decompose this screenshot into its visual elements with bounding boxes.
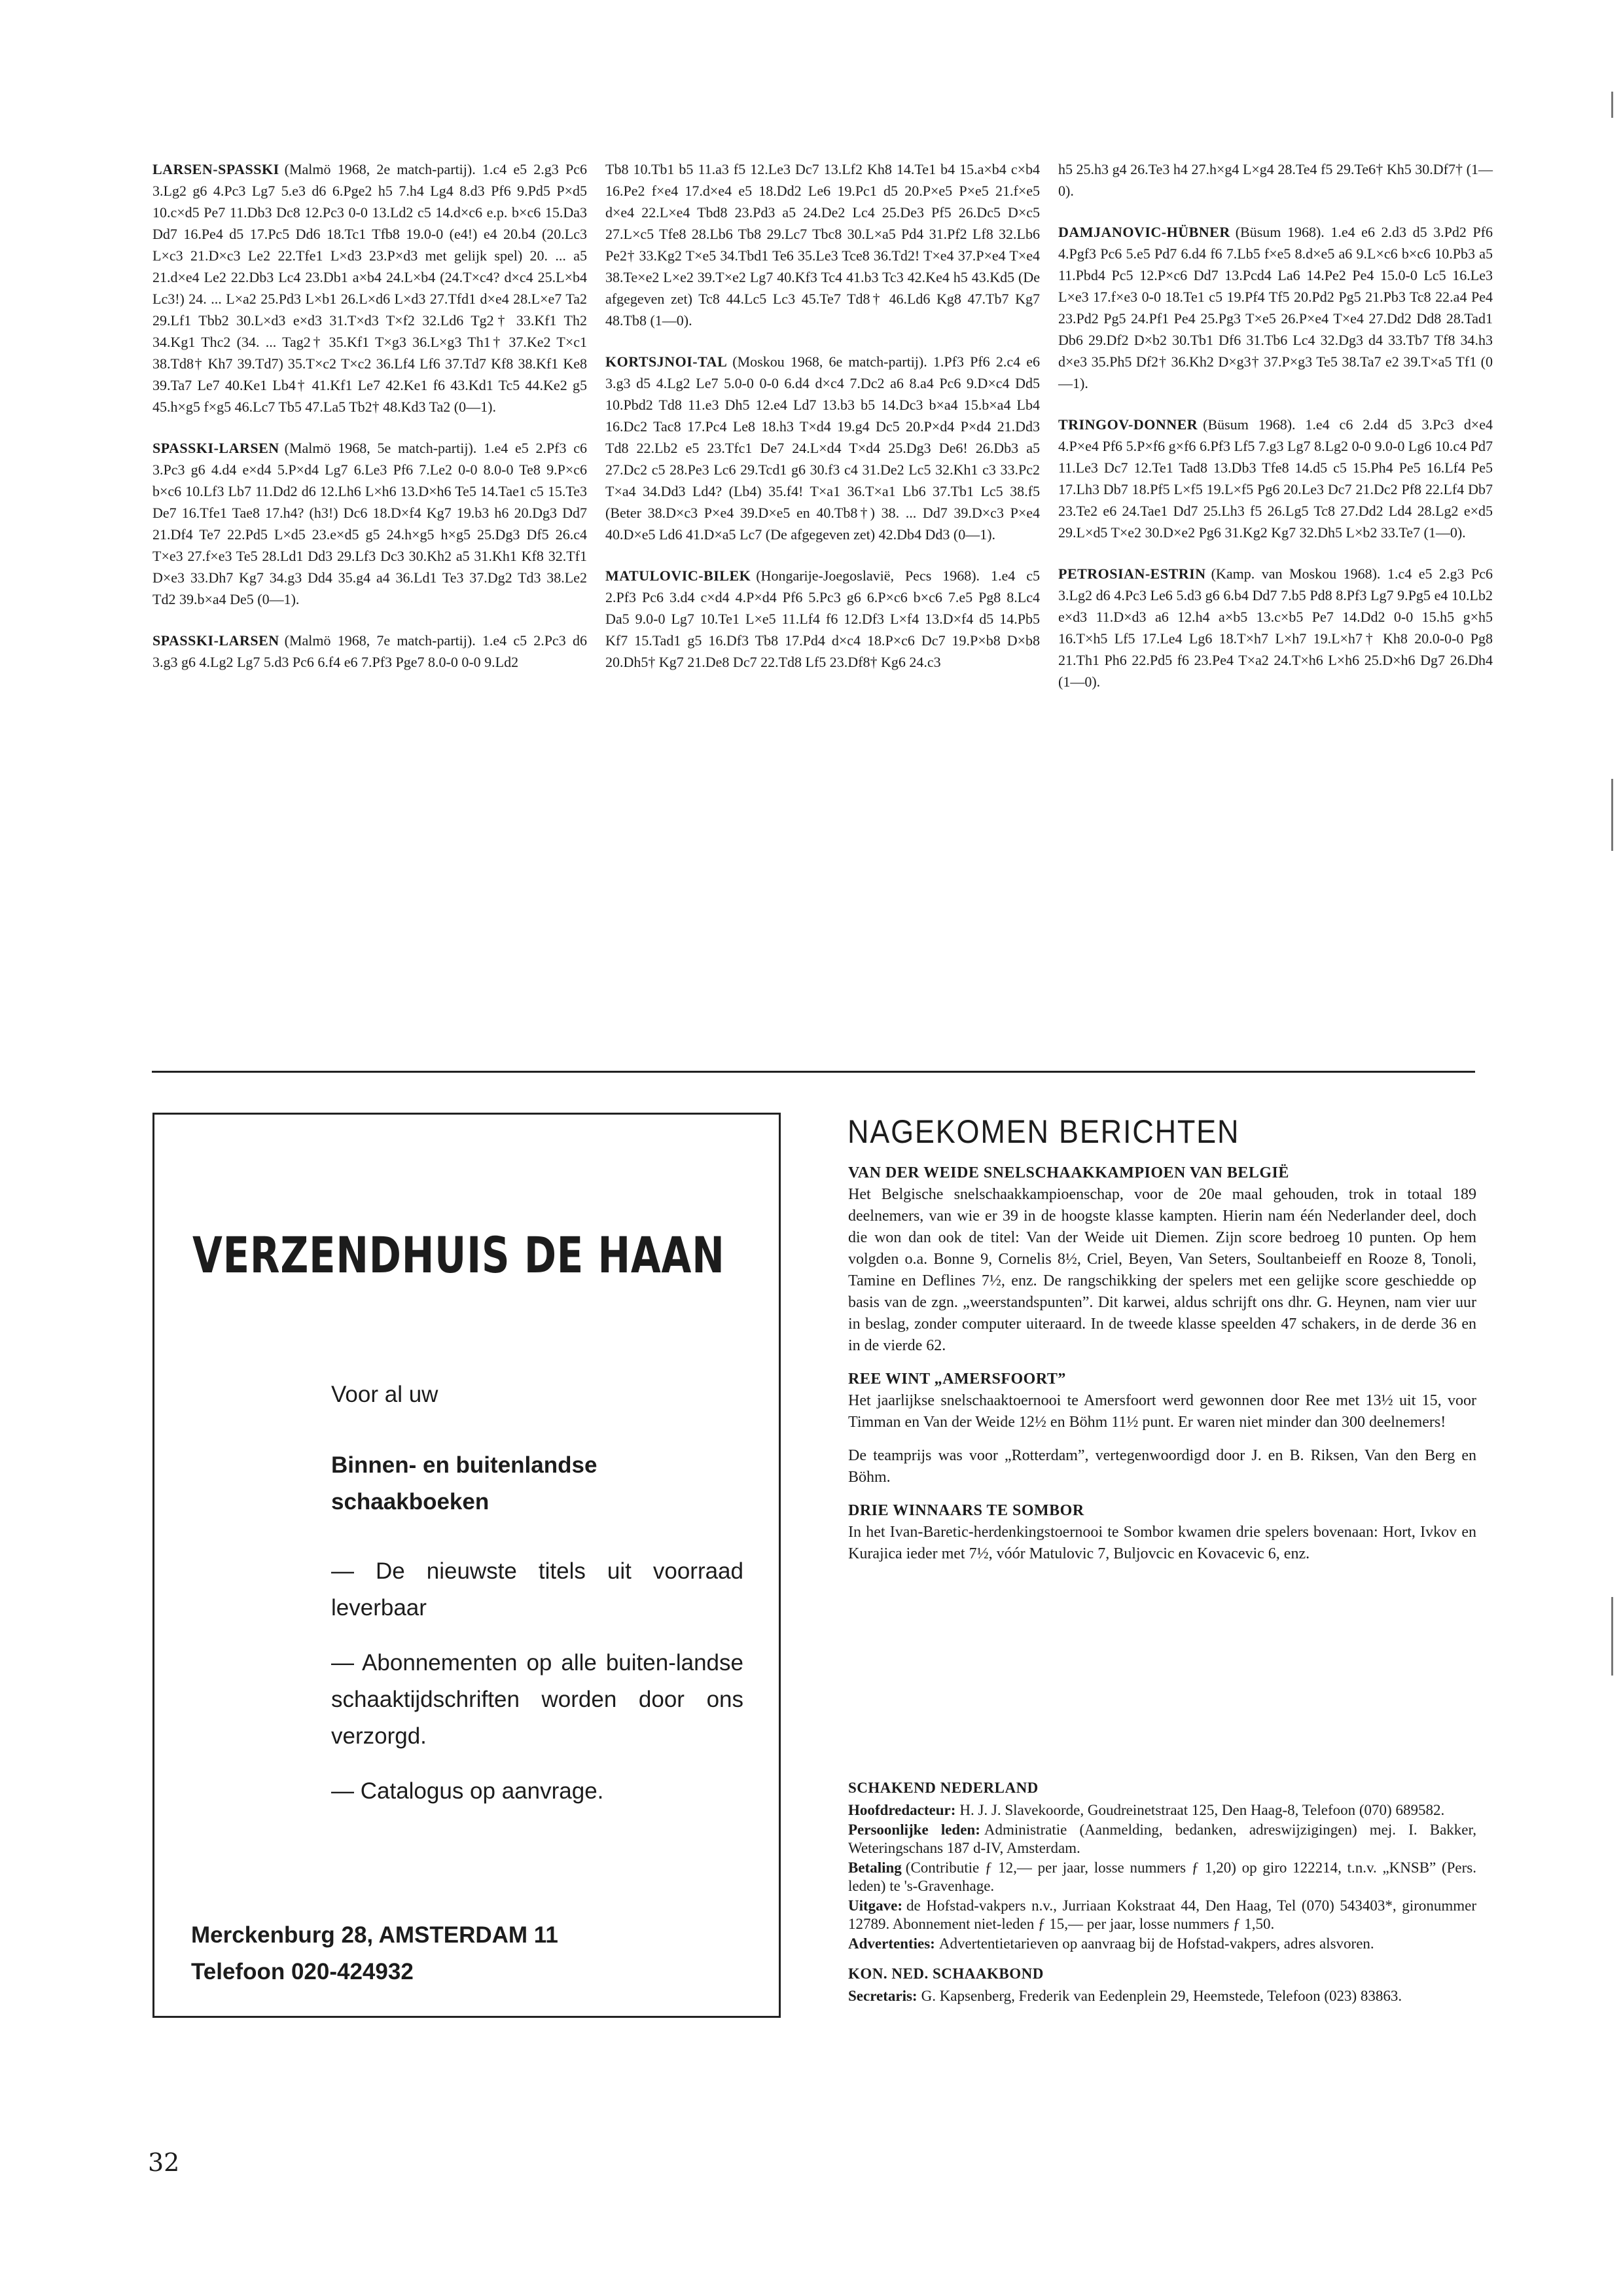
colophon-text: Administratie (Aanmelding, bedanken, adreswijzigingen) mej. I. Bakker, Weteringschans 187 d-IV, Amsterdam. [848, 1821, 1476, 1856]
game-entry [1058, 158, 1493, 202]
news-paragraph: In het Ivan-Baretic-herdenkingstoernooi te Sombor kwamen drie spelers bovenaan: Hort, Ivkov en Kurajica ieder met 7½, vóór Matulovic 7, Buljovcic en Kovacevic 6, enz. [848, 1524, 1476, 1562]
game-heading: MATULOVIC-BILEK [605, 567, 751, 584]
colophon-label: Persoonlijke leden: [848, 1821, 980, 1838]
ad-intro: Voor al uw [331, 1382, 438, 1407]
colophon-spacer [848, 1954, 1476, 1965]
ad-item: — Abonnementen op alle buiten-landse schaaktijdschriften worden door ons verzorgd. [331, 1650, 743, 1749]
game-moves: h5 25.h3 g4 26.Te3 h4 27.h×g4 L×g4 28.Te4 f5 29.Te6† Kh5 30.Df7† (1—0). [1058, 161, 1493, 199]
colophon-line [848, 1801, 1476, 1820]
colophon-label: Uitgave: [848, 1897, 903, 1914]
news-paragraph: Het jaarlijkse snelschaaktoernooi te Amersfoort werd gewonnen door Ree met 13½ uit 15, voor Timman en Van der Weide 12½ en Böhm 11½ punt. Er waren niet minder dan 300 deelnemers! [848, 1392, 1476, 1431]
scan-edge-mark [1611, 92, 1613, 118]
colophon-text: de Hofstad-vakpers n.v., Jurriaan Kokstraat 44, Den Haag, Tel (070) 543403*, gironummer 12789. Abonnement niet-leden ƒ 15,— per jaar, losse nummers ƒ 1,50. [848, 1897, 1476, 1932]
games-column-2 [605, 158, 1040, 692]
ad-body [331, 1376, 743, 1828]
colophon-label: Secretaris: [848, 1988, 918, 2004]
colophon-line [848, 1897, 1476, 1933]
game-moves: (Büsum 1968). 1.e4 c6 2.d4 d5 3.Pc3 d×e4 4.P×e4 Pf6 5.P×f6 g×f6 6.Pf3 Lf5 7.g3 Lg7 8.Lg2 0-0 9.0-0 Lg6 10.c4 Pd7 11.Le3 Dc7 12.Te1 Tad8 13.Db3 Tfe8 14.d5 c5 15.Ph4 Pe5 16.Lf4 Pe5 17.Lh3 Db7 18.Pf5 L×f5 19.L×f5 Pg6 20.Le3 Dc7 21.Dc2 Pf8 22.Lf4 Db7 23.Te2 e6 24.Tae1 Dd7 25.Lh3 f5 26.Lg5 Tc8 27.Dd2 Ld4 28.Lg2 e×d5 29.L×d5 T×e2 30.D×e2 Pg6 31.Kg2 Kg7 32.Dh5 L×b2 33.Te7 (1—0). [1058, 416, 1493, 541]
colophon-title-2: KON. NED. SCHAAKBOND [848, 1965, 1044, 1982]
game-heading: KORTSJNOI-TAL [605, 353, 728, 370]
ad-phone: Telefoon 020-424932 [191, 1959, 414, 1984]
colophon [848, 1779, 1476, 2007]
scan-edge-mark [1611, 1597, 1613, 1676]
colophon-title: SCHAKEND NEDERLAND [848, 1780, 1039, 1796]
ad-item: — De nieuwste titels uit voorraad leverbaar [331, 1558, 743, 1621]
news-heading: REE WINT „AMERSFOORT” [848, 1371, 1066, 1388]
colophon-text: (Contributie ƒ 12,— per jaar, losse nummers ƒ 1,20) op giro 122214, t.n.v. „KNSB” (Pers. leden) te 's-Gravenhage. [848, 1859, 1476, 1894]
game-moves: (Kamp. van Moskou 1968). 1.c4 e5 2.g3 Pc6 3.Lg2 d6 4.Pc3 Le6 5.d3 g6 6.b4 Dd7 7.b5 Pd8 8.Pf3 Lg7 9.Pg5 e4 10.Lb2 e×d3 11.D×d3 a6 12.h4 a×b5 13.c×b5 Pe7 14.Dd2 0-0 15.h5 g×h5 16.T×h5 Lf5 17.Le4 Lg6 18.T×h7 L×h7 19.L×h7† Kh8 20.0-0-0 Pg8 21.Th1 Ph6 22.Pd5 f6 23.Pe4 T×a2 24.T×h6 L×h6 25.D×h6 Dg7 26.Dh4 (1—0). [1058, 565, 1493, 690]
game-moves: (Malmö 1968, 2e match-partij). 1.c4 e5 2.g3 Pc6 3.Lg2 g6 4.Pc3 Lg7 5.e3 d6 6.Pge2 h5 7.h4 Lg4 8.d3 Pf6 9.Pd5 P×d5 10.c×d5 Pe7 11.Db3 Dc8 12.Pc3 0-0 13.Ld2 c5 14.d×c6 e.p. b×c6 15.Da3 Dd7 16.Pe4 d5 17.Pc5 Dd6 18.Tc1 Tfb8 19.0-0 (e4!) e4 20.b4 (20.Lc3 L×c3 21.D×c3 Le2 22.Tfe1 L×d3 23.P×d3 met gelijk spel) 20. ... a5 21.d×e4 Le2 22.Db3 Lc4 23.Db1 a×b4 24.L×b4 (24.T×c4? d×c4 25.L×b4 Lc3!) 24. ... L×a2 25.Pd3 L×b1 26.L×d6 L×d3 27.Tfd1 d×e4 28.L×e7 Ta2 29.Lf1 Tbb2 30.L×d3 e×d3 31.T×d3 T×f2 32.Ld6 Tg2† 33.Kf1 Th2 34.Kg1 Thc2 (34. ... Tag2† 35.Kf1 T×g3 36.L×g3 Th1† 37.Ke2 T×c1 38.Td8† Kh7 39.Td7) 35.T×c2 T×c2 36.Lf4 Lf6 37.Td7 Kf8 38.Kf1 Ke8 39.Ta7 Le7 40.Ke1 Lb4† 41.Kf1 Le7 42.Ke1 f6 43.Kd1 Tc5 44.Ke2 g5 45.h×g5 f×g5 46.Lc7 Tb5 47.La5 Tb2† 48.Kd3 Ta2 (0—1). [152, 161, 587, 415]
game-moves: (Büsum 1968). 1.e4 e6 2.d3 d5 3.Pd2 Pf6 4.Pgf3 Pc6 5.e5 Pd7 6.d4 f6 7.Lb5 f×e5 8.d×e5 a6 9.L×c6 b×c6 10.Pb3 a5 11.Pbd4 Pc5 12.P×c6 Dd7 13.Pcd4 La6 14.Pe2 Pe4 15.0-0 Lc5 16.Le3 L×e3 17.f×e3 0-0 18.Te1 c5 19.Pf4 Tf5 20.Pd2 Pg5 21.Pb3 Tc8 22.a4 Pe4 23.Pd2 Pg5 24.Pf1 Pe4 25.Pg3 T×e5 26.P×e4 T×e4 27.Dd2 Dd8 28.Tad1 Db6 29.Df2 D×b2 30.Tb1 Df6 31.Tb6 Lc4 32.Dg3 d4 33.Tb7 Tf8 34.h3 d×e3 35.Ph5 Df2† 36.Kh2 D×g3† 37.P×g3 Te5 38.Ta7 e2 39.T×a5 Tf1 (0—1). [1058, 224, 1493, 391]
game-entry [152, 437, 587, 610]
scan-edge-mark [1611, 779, 1613, 851]
games-column-1 [152, 158, 587, 692]
section-divider [152, 1071, 1475, 1073]
ad-title: VERZENDHUIS DE HAAN [192, 1226, 725, 1284]
colophon-label: Advertenties: [848, 1935, 935, 1952]
ad-highlight: Binnen- en buitenlandse schaakboeken [331, 1452, 597, 1515]
game-moves: (Malmö 1968, 7e match-partij). 1.e4 c5 2.Pc3 d6 3.g3 g6 4.Lg2 Lg7 5.d3 Pc6 6.f4 e6 7.Pf3 Pge7 8.0-0 0-0 9.Ld2 [152, 632, 587, 670]
game-entry [605, 158, 1040, 331]
colophon-line [848, 1859, 1476, 1895]
game-entry [1058, 414, 1493, 543]
news-heading: DRIE WINNAARS TE SOMBOR [848, 1502, 1084, 1519]
colophon-line [848, 1935, 1476, 1953]
game-entry [605, 565, 1040, 673]
game-heading: SPASSKI-LARSEN [152, 440, 279, 456]
game-heading: SPASSKI-LARSEN [152, 632, 279, 649]
game-heading: TRINGOV-DONNER [1058, 416, 1198, 433]
game-moves: (Malmö 1968, 5e match-partij). 1.e4 e5 2.Pf3 c6 3.Pc3 g6 4.d4 e×d4 5.P×d4 Lg7 6.Le3 Pf6 7.Le2 0-0 8.0-0 Te8 9.P×c6 b×c6 10.Lf3 Lb7 11.Dd2 d6 12.Lh6 L×h6 13.D×h6 Te5 14.Tae1 c5 15.Te3 De7 16.Tfe1 Tae8 17.h4? (h3!) Dc6 18.D×f4 Kg7 19.b3 h6 20.Dg3 Dd7 21.Df4 Te7 22.Pd5 L×d5 23.e×d5 g5 24.h×g5 h×g5 25.Dg3 Df5 26.c4 T×e3 27.f×e3 Te5 28.Ld1 Dd3 29.Lf3 Dc3 30.Kh2 a5 31.Kh1 Kf8 32.Tf1 D×e3 33.Dh7 Kg7 34.g3 Dd4 35.g4 a4 36.Ld1 Te3 37.Dg2 Td3 38.Le2 Td2 39.b×a4 De5 (0—1). [152, 440, 587, 607]
game-moves: (Moskou 1968, 6e match-partij). 1.Pf3 Pf6 2.c4 e6 3.g3 d5 4.Lg2 Le7 5.0-0 0-0 6.d4 d×c4 7.Dc2 a6 8.a4 Pc6 9.D×c4 Dd5 10.Pbd2 Td8 11.e3 Dh5 12.e4 Ld7 13.b3 b5 14.Dc3 b×a4 15.b×a4 Lb4 16.Dc2 Tac8 17.Pc4 Le8 18.h3 T×d4 19.g4 Dc5 20.P×d4 P×d4 21.Dd3 Td8 22.Lb2 e5 23.Tfc1 De7 24.L×d4 T×d4 25.Dg3 De6! 26.Db3 a5 27.Dc2 c5 28.Pe3 Lc6 29.Tcd1 g6 30.f3 c4 31.De2 Lc5 32.Kh1 c3 33.Pc2 T×a4 34.Dd3 Ld4? (Lb4) 35.f4! T×a1 36.T×a1 Lb6 37.Tb1 Lc5 38.f5 (Beter 38.D×c3 P×e4 39.D×e5 en 40.Tb8†) 38. ... Dd7 39.D×c3 P×e4 40.D×e5 Ld6 41.D×a5 Lc7 (De afgegeven zet) 42.Db4 Dd3 (0—1). [605, 353, 1040, 543]
game-entry [152, 630, 587, 673]
news-title: NAGEKOMEN BERICHTEN [847, 1113, 1240, 1150]
game-entry [1058, 563, 1493, 692]
ad-address: Merckenburg 28, AMSTERDAM 11 [191, 1922, 558, 1948]
colophon-text: Advertentietarieven op aanvraag bij de Hofstad-vakpers, adres alsvoren. [938, 1935, 1374, 1952]
colophon-line [848, 1821, 1476, 1857]
ad-item: — Catalogus op aanvrage. [331, 1778, 604, 1804]
news-paragraph: De teamprijs was voor „Rotterdam”, vertegenwoordigd door J. en B. Riksen, Van den Berg en Böhm. [848, 1447, 1476, 1486]
colophon-text: G. Kapsenberg, Frederik van Eedenplein 29, Heemstede, Telefoon (023) 83863. [921, 1988, 1402, 2004]
game-heading: DAMJANOVIC-HÜBNER [1058, 224, 1230, 240]
colophon-line [848, 1987, 1476, 2005]
game-entry [605, 351, 1040, 545]
ad-contact [191, 1917, 558, 1990]
colophon-label: Hoofdredacteur: [848, 1802, 956, 1818]
news-paragraph: Het Belgische snelschaakkampioenschap, voor de 20e maal gehouden, trok in totaal 189 deelnemers, van wie er 39 in de hoogste klasse kampten. Hierin nam één Nederlander deel, doch die won dan ook de titel: Van der Weide uit Diemen. Zijn score bedroeg 10 punten. Op hem volgden o.a. Bonne 9, Cornelis 8½, Criel, Beyen, Van Seters, Soultanbeieff en Rooze 8, Tonoli, Tamine en Deflines 7½, enz. De rangschikking der spelers met een gelijke score geschiedde op basis van de zgn. „weerstandspunten”. Dit karwei, aldus schrijft ons dhr. G. Heynen, nam vier uur in beslag, zonder computer uiteraard. In de tweede klasse speelden 47 schakers, in de derde 36 en in de vierde 62. [848, 1186, 1476, 1354]
games-column-3 [1058, 158, 1493, 712]
game-heading: PETROSIAN-ESTRIN [1058, 565, 1206, 582]
game-entry [152, 158, 587, 418]
page-number: 32 [148, 2148, 180, 2177]
colophon-text: H. J. J. Slavekoorde, Goudreinetstraat 125, Den Haag-8, Telefoon (070) 689582. [959, 1802, 1445, 1818]
game-heading: LARSEN-SPASSKI [152, 161, 279, 177]
game-entry [1058, 221, 1493, 394]
game-moves: (Hongarije-Joegoslavië, Pecs 1968). 1.e4 c5 2.Pf3 Pc6 3.d4 c×d4 4.P×d4 Pf6 5.Pc3 g6 6.P×c6 b×c6 7.e5 Pg8 8.Lc4 Da5 9.0-0 Lg7 10.Te1 L×e5 11.Lf4 f6 12.Df3 L×f4 13.D×f4 d5 14.Pb5 Kf7 15.Tad1 g5 16.Df3 Tb8 17.Pd4 d×c4 18.P×c6 Dc7 19.P×b8 D×b8 20.Dh5† Kg7 21.De8 Dc7 22.Td8 Lf5 23.Df8† Kg6 24.c3 [605, 567, 1040, 670]
colophon-label: Betaling [848, 1859, 902, 1876]
news-heading: VAN DER WEIDE SNELSCHAAKKAMPIOEN VAN BELGIË [848, 1164, 1289, 1181]
news-body [848, 1162, 1476, 1577]
advertisement-box [152, 1113, 781, 2018]
game-moves: Tb8 10.Tb1 b5 11.a3 f5 12.Le3 Dc7 13.Lf2 Kh8 14.Te1 b4 15.a×b4 c×b4 16.Pe2 f×e4 17.d×e4 e5 18.Dd2 Le6 19.Pc1 d5 20.P×e5 P×e5 21.f×e5 d×e4 22.L×e4 Tbd8 23.Pd3 a5 24.De2 Lc4 25.De3 Pf5 26.Dc5 D×c5 27.L×c5 Tfe8 28.Lb6 Tb8 29.Lc7 Tbc8 30.L×a5 Pd4 31.Pf2 Lf8 32.Lb6 Pe2† 33.Kg2 T×e5 34.Tbd1 Te6 35.Le3 Tce8 36.Td2! T×e4 37.P×e4 T×e4 38.Te×e2 L×e2 39.T×e2 Lg7 40.Kf3 Tc4 41.b3 Tc3 42.Ke4 h5 43.Kd5 (De afgegeven zet) Tc8 44.Lc5 Lc3 45.Te7 Td8† 46.Ld6 Kg8 47.Tb7 Kg7 48.Tb8 (1—0). [605, 161, 1040, 329]
